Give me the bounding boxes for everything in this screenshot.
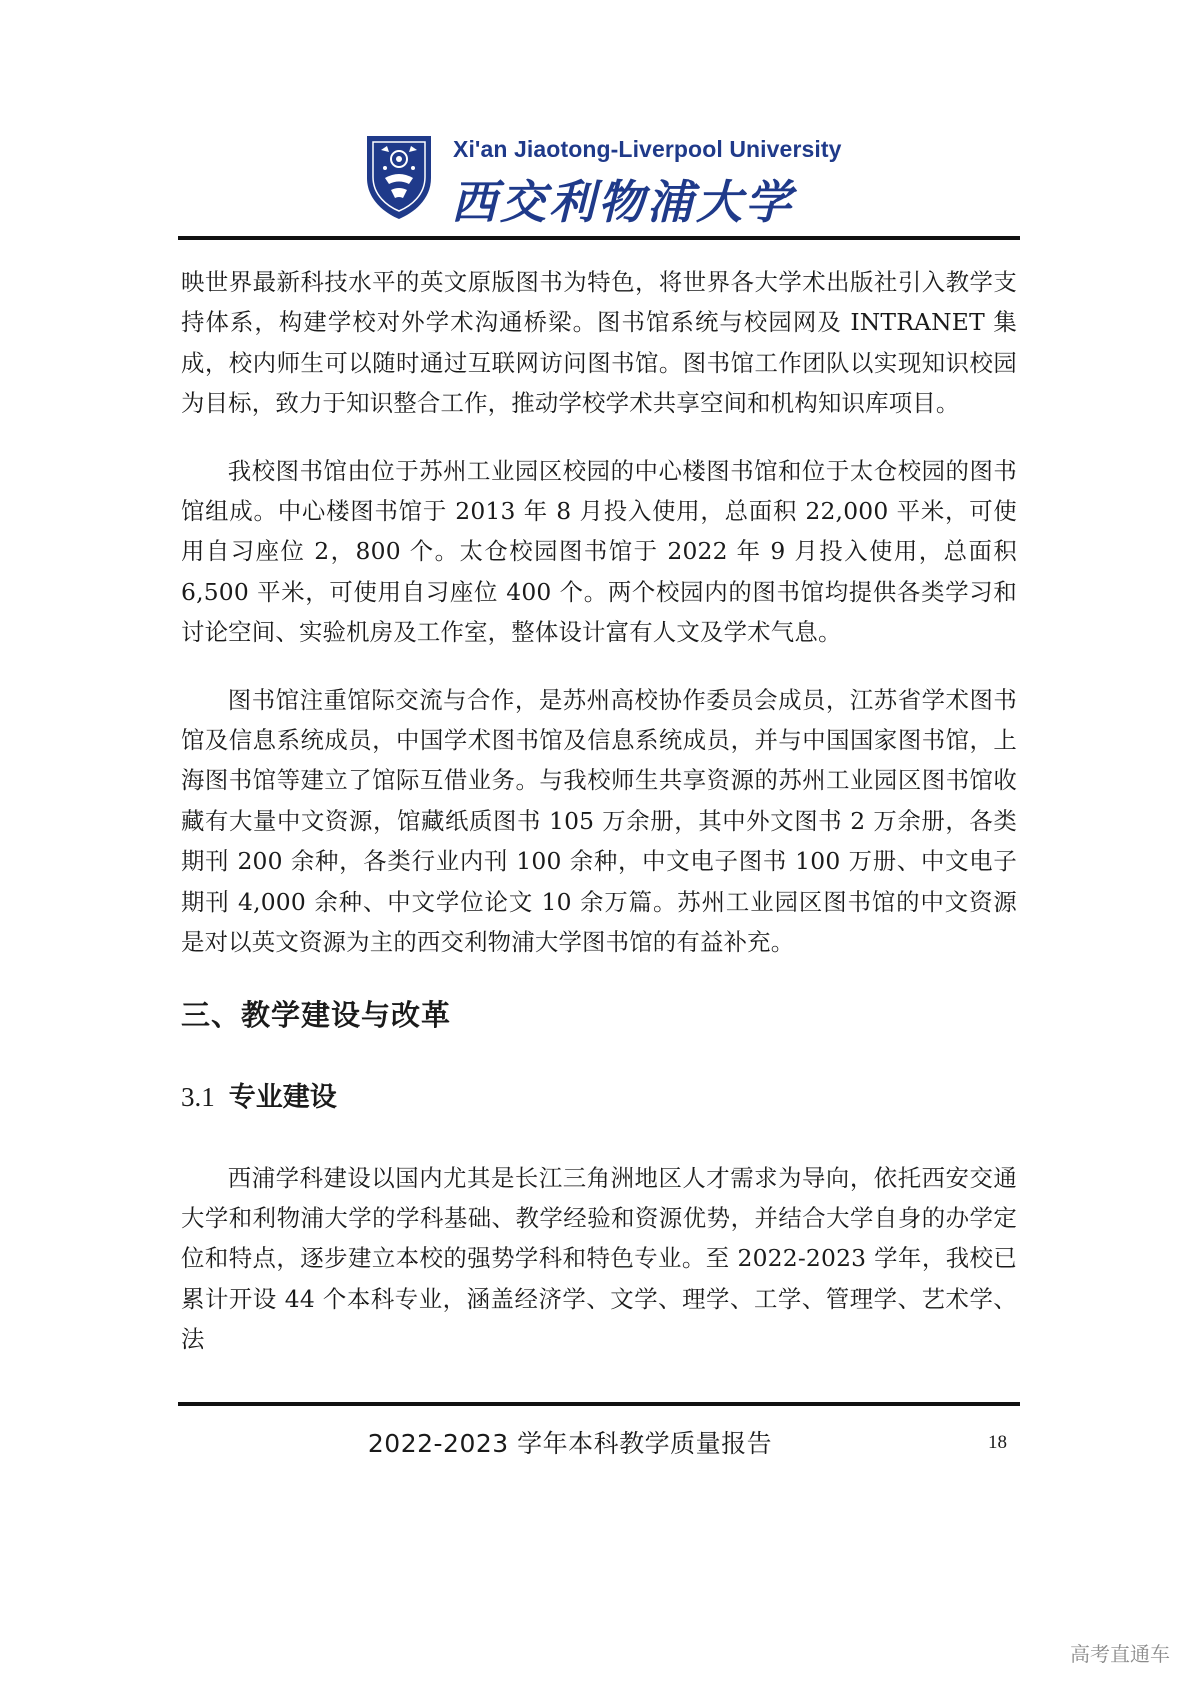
footer-divider [178,1402,1020,1406]
subsection-title: 专业建设 [228,1081,337,1113]
subsection-heading [181,1075,1017,1120]
page-header [365,134,845,229]
page-number: 18 [988,1432,1007,1453]
paragraph-library-facilities: 我校图书馆由位于苏州工业园区校园的中心楼图书馆和位于太仓校园的图书馆组成。中心楼图书馆于 2013 年 8 月投入使用，总面积 22,000 平米，可使用自习座位 2，800 个。太仓校园图书馆于 2022 年 9 月投入使用，总面积 6,500 平米，可使用自习座位 400 个。两个校园内的图书馆均提供各类学习和讨论空间、实验机房及工作室，整体设计富有人文及学术气息。 [181,456,1017,647]
subsection-number: 3.1 [181,1081,215,1112]
university-shield-icon [365,134,433,220]
paragraph-library-resources: 映世界最新科技水平的英文原版图书为特色，将世界各大学术出版社引入教学支持体系，构建学校对外学术沟通桥梁。图书馆系统与校园网及 INTRANET 集成，校内师生可以随时通过互联网访问图书馆。图书馆工作团队以实现知识校园为目标，致力于知识整合工作，推动学校学术共享空间和机构知识库项目。 [181,268,1017,418]
university-name-english: Xi'an Jiaotong-Liverpool University [453,136,842,162]
university-name-chinese: 西交利物浦大学 [451,175,794,229]
section-heading: 三、教学建设与改革 [181,997,452,1032]
paragraph-library-cooperation: 图书馆注重馆际交流与合作，是苏州高校协作委员会成员，江苏省学术图书馆及信息系统成员，中国学术图书馆及信息系统成员，并与中国国家图书馆，上海图书馆等建立了馆际互借业务。与我校师生共享资源的苏州工业园区图书馆收藏有大量中文资源，馆藏纸质图书 105 万余册，其中外文图书 2 万余册，各类期刊 200 余种，各类行业内刊 100 余种，中文电子图书 100 万册、中文电子期刊 4,000 余种、中文学位论文 10 余万篇。苏州工业园区图书馆的中文资源是对以英文资源为主的西交利物浦大学图书馆的有益补充。 [181,685,1017,957]
footer-report-title: 2022-2023 学年本科教学质量报告 [367,1429,773,1458]
paragraph-discipline-construction: 西浦学科建设以国内尤其是长江三角洲地区人才需求为导向，依托西安交通大学和利物浦大学的学科基础、教学经验和资源优势，并结合大学自身的办学定位和特点，逐步建立本校的强势学科和特色专业。至 2022-2023 学年，我校已累计开设 44 个本科专业，涵盖经济学、文学、理学、工学、管理学、艺术学、法 [181,1163,1017,1354]
watermark-text: 高考直通车 [1070,1642,1170,1666]
header-divider [178,236,1020,240]
main-content [181,262,1017,1360]
